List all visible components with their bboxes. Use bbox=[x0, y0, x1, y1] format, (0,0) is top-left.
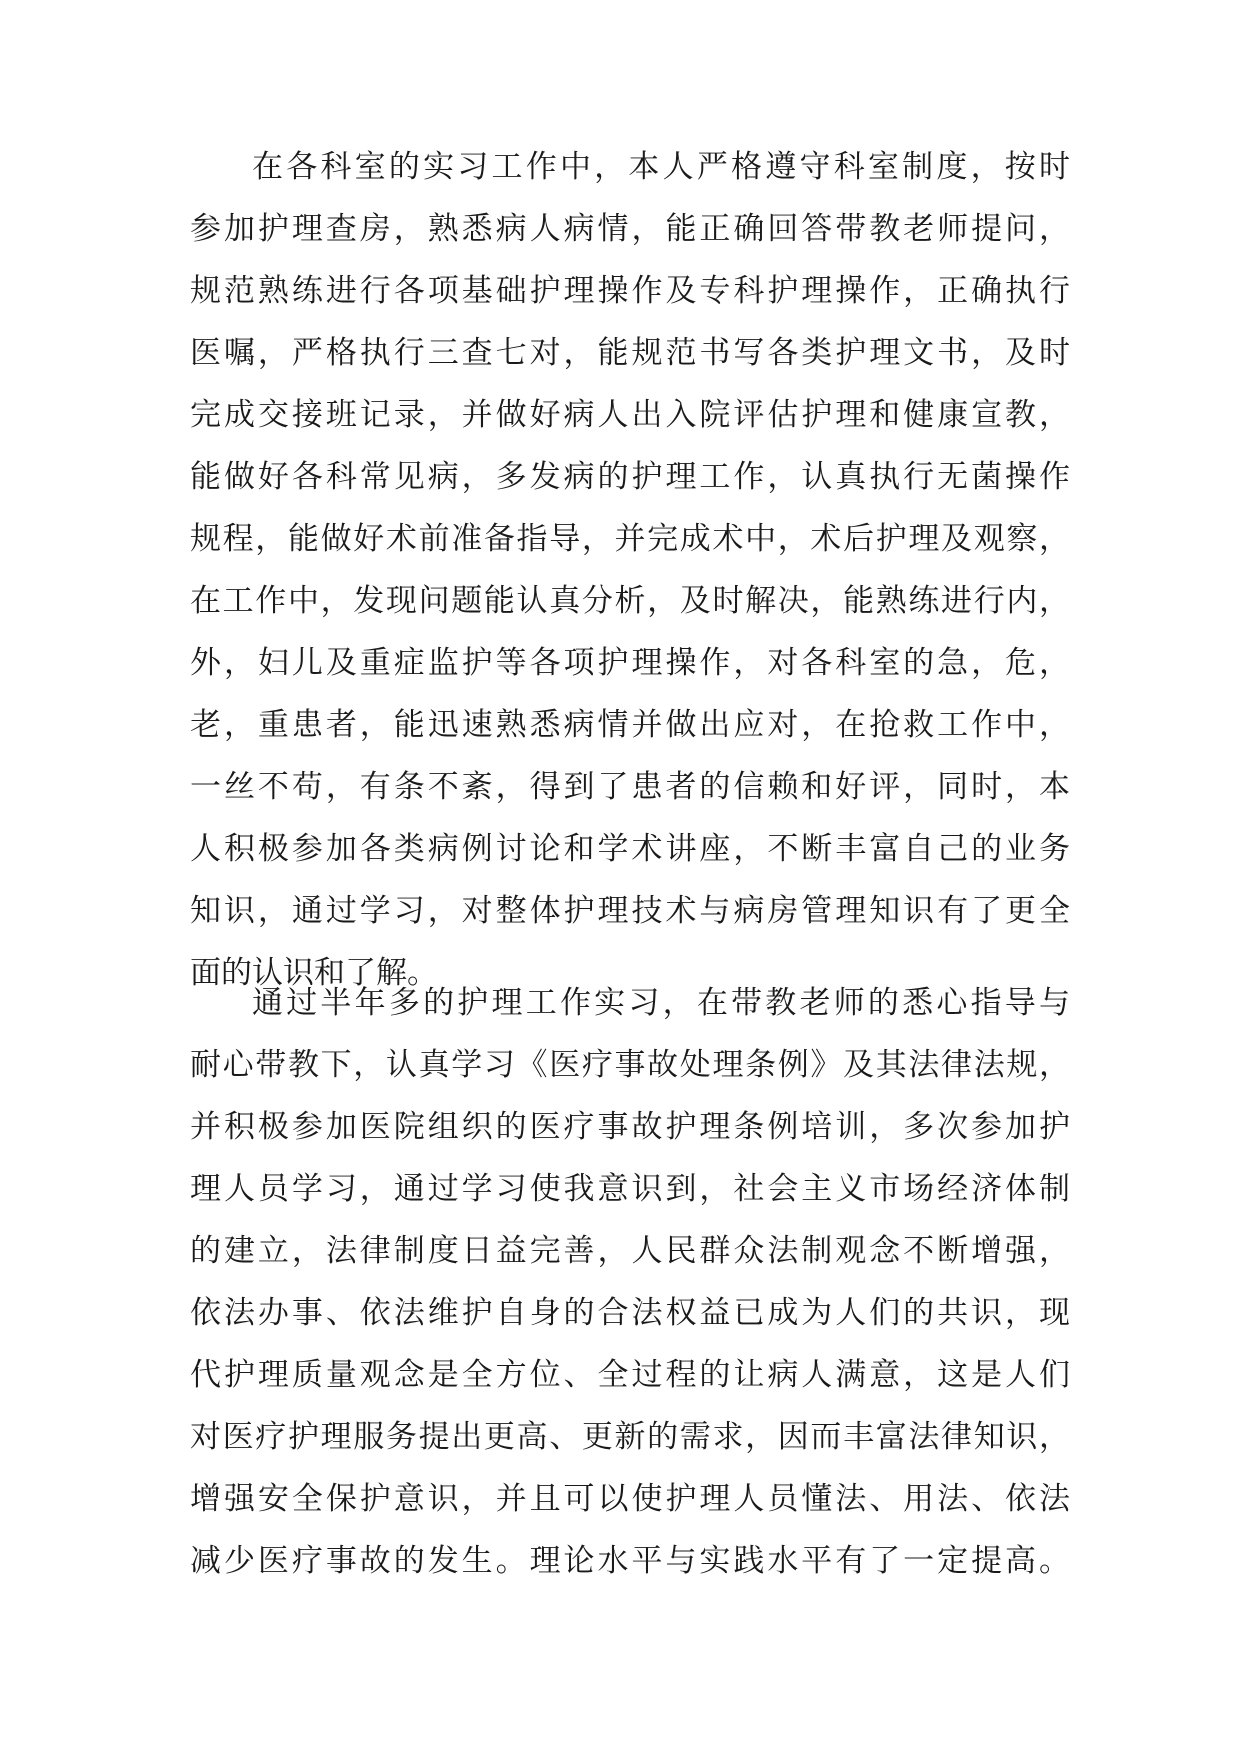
paragraph-line: 理人员学习，通过学习使我意识到，社会主义市场经济体制 bbox=[190, 1171, 1070, 1207]
paragraph-line: 知识，通过学习，对整体护理技术与病房管理知识有了更全 bbox=[190, 893, 1070, 929]
paragraph-line: 对医疗护理服务提出更高、更新的需求，因而丰富法律知识， bbox=[190, 1419, 1070, 1455]
paragraph-line: 在各科室的实习工作中，本人严格遵守科室制度，按时 bbox=[252, 149, 1070, 185]
paragraph-line: 人积极参加各类病例讨论和学术讲座，不断丰富自己的业务 bbox=[190, 831, 1070, 867]
paragraph-line: 规程，能做好术前准备指导，并完成术中，术后护理及观察， bbox=[190, 521, 1070, 557]
paragraph-line: 老，重患者，能迅速熟悉病情并做出应对，在抢救工作中， bbox=[190, 707, 1070, 743]
paragraph-line: 能做好各科常见病，多发病的护理工作，认真执行无菌操作 bbox=[190, 459, 1070, 495]
paragraph-line: 并积极参加医院组织的医疗事故护理条例培训，多次参加护 bbox=[190, 1109, 1070, 1145]
paragraph-line: 参加护理查房，熟悉病人病情，能正确回答带教老师提问， bbox=[190, 211, 1070, 247]
paragraph-line: 面的认识和了解。 bbox=[190, 955, 438, 991]
paragraph-line: 外，妇儿及重症监护等各项护理操作，对各科室的急，危， bbox=[190, 645, 1070, 681]
paragraph-line: 依法办事、依法维护自身的合法权益已成为人们的共识，现 bbox=[190, 1295, 1070, 1331]
paragraph-line: 耐心带教下，认真学习《医疗事故处理条例》及其法律法规， bbox=[190, 1047, 1070, 1083]
paragraph-line: 代护理质量观念是全方位、全过程的让病人满意，这是人们 bbox=[190, 1357, 1070, 1393]
paragraph-line: 减少医疗事故的发生。理论水平与实践水平有了一定提高。 bbox=[190, 1543, 1070, 1579]
paragraph-1 bbox=[190, 136, 1070, 1004]
paragraph-2 bbox=[190, 972, 1070, 1592]
paragraph-line: 医嘱，严格执行三查七对，能规范书写各类护理文书，及时 bbox=[190, 335, 1070, 371]
paragraph-line: 增强安全保护意识，并且可以使护理人员懂法、用法、依法 bbox=[190, 1481, 1070, 1517]
paragraph-line: 完成交接班记录，并做好病人出入院评估护理和健康宣教， bbox=[190, 397, 1070, 433]
paragraph-line: 的建立，法律制度日益完善，人民群众法制观念不断增强， bbox=[190, 1233, 1070, 1269]
paragraph-line: 在工作中，发现问题能认真分析，及时解决，能熟练进行内， bbox=[190, 583, 1070, 619]
paragraph-line: 通过半年多的护理工作实习，在带教老师的悉心指导与 bbox=[252, 985, 1070, 1021]
paragraph-line: 一丝不苟，有条不紊，得到了患者的信赖和好评，同时，本 bbox=[190, 769, 1070, 805]
paragraph-line: 规范熟练进行各项基础护理操作及专科护理操作，正确执行 bbox=[190, 273, 1070, 309]
